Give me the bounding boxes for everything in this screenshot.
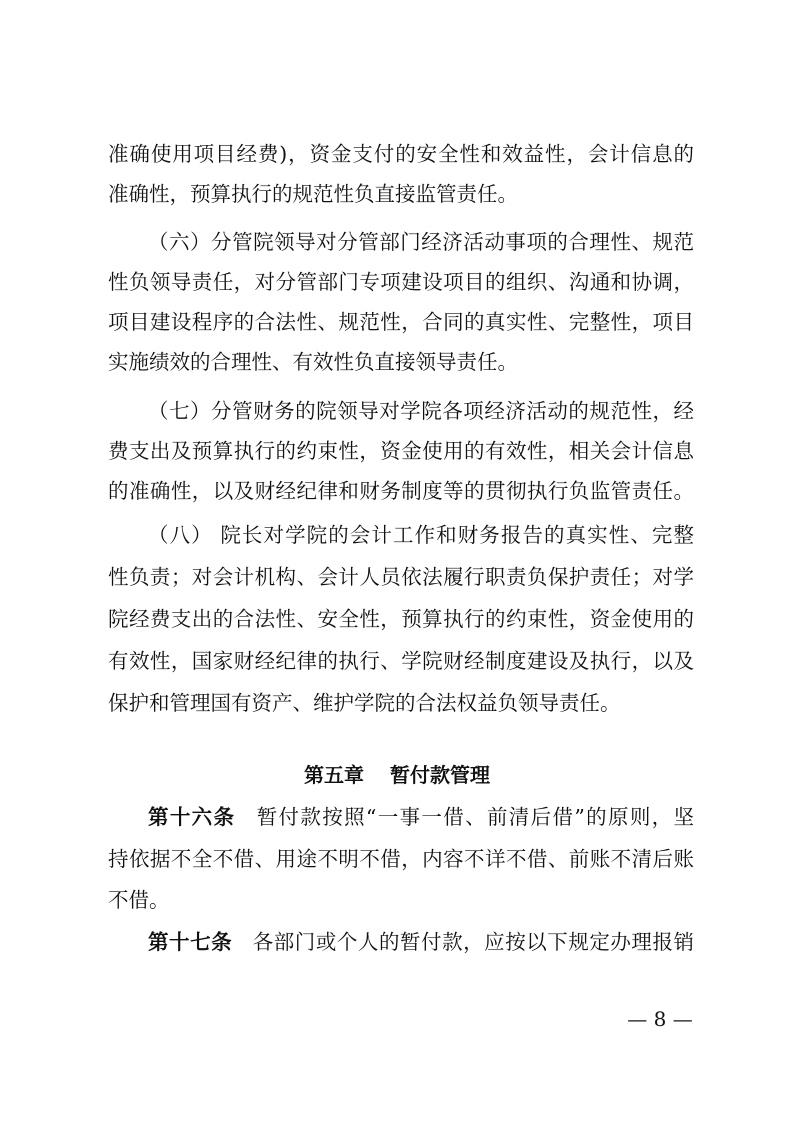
body-text-line: （七）分管财务的院领导对学院各项经济活动的规范性，经 xyxy=(148,399,694,423)
body-text-line: 性负责；对会计机构、会计人员依法履行职责负保护责任；对学 xyxy=(108,565,694,589)
chapter-heading xyxy=(0,758,794,792)
page-number: — 8 — xyxy=(627,1007,693,1031)
body-text-line: 性负领导责任，对分管部门专项建设项目的组织、沟通和协调， xyxy=(108,270,694,294)
body-text-line: 费支出及预算执行的约束性，资金使用的有效性，相关会计信息 xyxy=(108,439,694,463)
body-text-line: 持依据不全不借、用途不明不借，内容不详不借、前账不清后账 xyxy=(108,847,694,871)
body-text-line: 院经费支出的合法性、安全性，预算执行的约束性，资金使用的 xyxy=(108,607,694,631)
article-label: 第十七条 xyxy=(148,930,233,954)
body-text-line: 准确性，预算执行的规范性负直接监管责任。 xyxy=(108,182,518,206)
article-label: 第十六条 xyxy=(148,805,236,829)
body-text-line: 准确使用项目经费)，资金支付的安全性和效益性，会计信息的 xyxy=(108,142,694,166)
body-text-line: 的准确性，以及财经纪律和财务制度等的贯彻执行负监管责任。 xyxy=(108,479,694,503)
article-17-first-line xyxy=(148,926,694,958)
body-text: 暂付款按照“一事一借、前清后借”的原则，坚 xyxy=(255,805,694,829)
article-16-first-line xyxy=(148,801,694,833)
body-text-line: 实施绩效的合理性、有效性负直接领导责任。 xyxy=(108,350,518,374)
body-text: 各部门或个人的暂付款，应按以下规定办理报销 xyxy=(252,930,694,954)
chapter-number: 第五章 xyxy=(304,763,364,787)
body-text-line: 有效性，国家财经纪律的执行、学院财经制度建设及执行，以及 xyxy=(108,649,694,673)
body-text-line: （八） 院长对学院的会计工作和财务报告的真实性、完整 xyxy=(148,523,694,547)
body-text-line: 项目建设程序的合法性、规范性，合同的真实性、完整性，项目 xyxy=(108,310,694,334)
body-text-line: （六）分管院领导对分管部门经济活动事项的合理性、规范 xyxy=(148,230,694,254)
body-text-line: 不借。 xyxy=(108,888,170,912)
body-text-line: 保护和管理国有资产、维护学院的合法权益负领导责任。 xyxy=(108,691,621,715)
chapter-title: 暂付款管理 xyxy=(390,763,490,787)
